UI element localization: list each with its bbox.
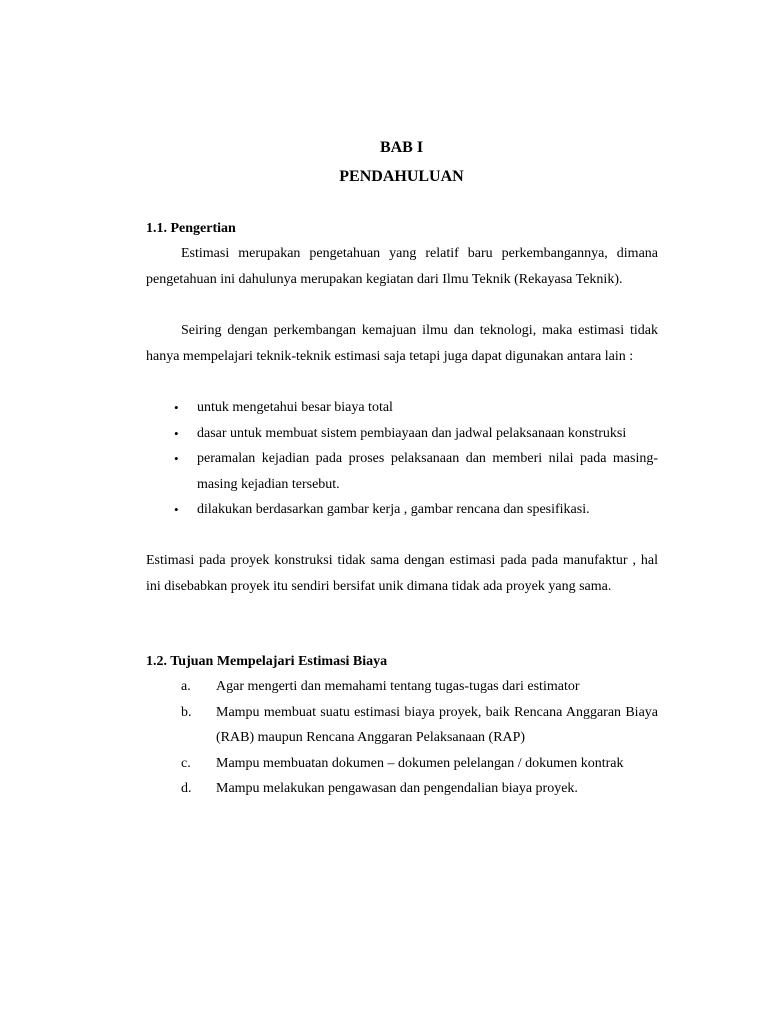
list-item (146, 776, 658, 802)
list-item (146, 395, 658, 421)
list-letter: d. (181, 781, 192, 797)
bullet-text: dasar untuk membuat sistem pembiayaan dan jadwal pelaksanaan konstruksi (197, 425, 627, 441)
section-2-lettered-list (146, 674, 658, 802)
bullet-icon: • (174, 400, 179, 415)
list-item (146, 497, 658, 523)
bullet-text: peramalan kejadian pada proses pelaksanaan dan memberi nilai pada masing-masing kejadian tersebut. (197, 451, 658, 492)
section-1-bullet-list (146, 395, 658, 523)
bullet-text: untuk mengetahui besar biaya total (197, 400, 393, 415)
bullet-icon: • (174, 502, 179, 518)
chapter-title: PENDAHULUAN (339, 168, 464, 185)
bullet-icon: • (174, 425, 179, 441)
list-letter: c. (181, 755, 191, 771)
section-1-paragraph-1: Estimasi merupakan pengetahuan yang relatif baru perkembangannya, dimana pengetahuan ini dahulunya merupakan kegiatan dari Ilmu Teknik (Rekayasa Teknik). (146, 246, 658, 287)
list-item-text: Mampu membuat suatu estimasi biaya proyek, baik Rencana Anggaran Biaya (RAB) maupun Rencana Anggaran Pelaksanaan (RAP) (216, 704, 658, 746)
section-1-paragraph-2: Seiring dengan perkembangan kemajuan ilmu dan teknologi, maka estimasi tidak hanya mempelajari teknik-teknik estimasi saja tetapi juga dapat digunakan antara lain : (146, 323, 658, 364)
section-1-paragraph-3: Estimasi pada proyek konstruksi tidak sama dengan estimasi pada pada manufaktur , hal ini disebabkan proyek itu sendiri bersifat unik dimana tidak ada proyek yang sama. (146, 553, 658, 594)
list-item-text: Agar mengerti dan memahami tentang tugas-tugas dari estimator (216, 679, 580, 694)
chapter-number: BAB I (379, 139, 424, 156)
list-item-text: Mampu membuatan dokumen – dokumen pelelangan / dokumen kontrak (216, 755, 624, 771)
list-item (146, 421, 658, 447)
list-letter: b. (181, 704, 192, 720)
list-item (146, 751, 658, 777)
section-2-heading: 1.2. Tujuan Mempelajari Estimasi Biaya (146, 654, 388, 669)
list-letter: a. (181, 679, 191, 694)
list-item (146, 446, 658, 497)
bullet-text: dilakukan berdasarkan gambar kerja , gambar rencana dan spesifikasi. (197, 502, 590, 518)
list-item (146, 700, 658, 751)
bullet-icon: • (174, 451, 179, 467)
list-item (146, 674, 658, 700)
section-1-heading: 1.1. Pengertian (146, 221, 236, 236)
list-item-text: Mampu melakukan pengawasan dan pengendalian biaya proyek. (216, 781, 578, 797)
